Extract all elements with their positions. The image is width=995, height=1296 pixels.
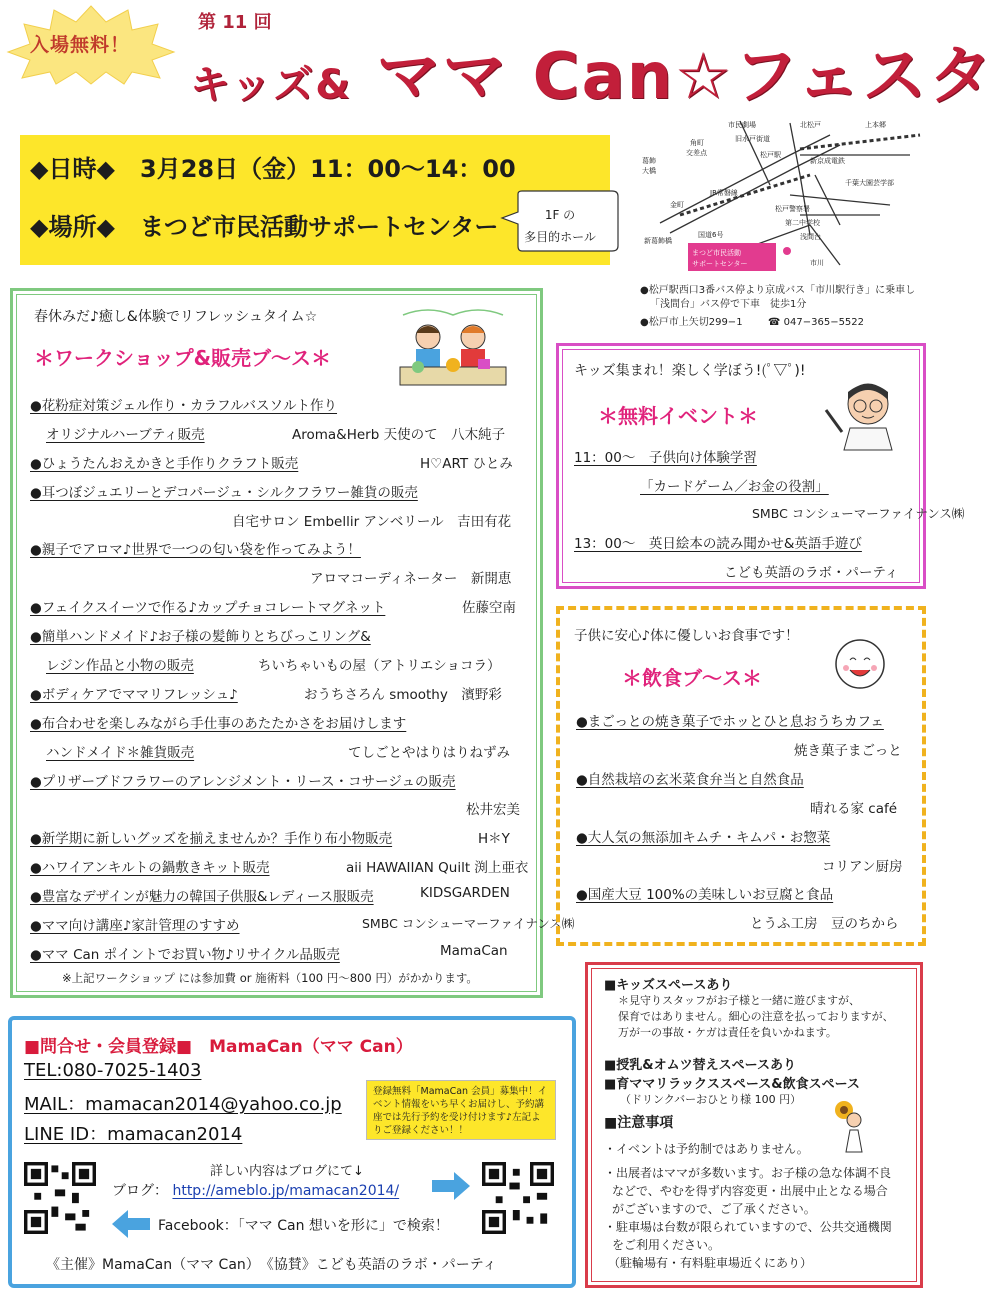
notice-2b: などで、やむを得ず内容変更・出展中止となる場合: [612, 1184, 888, 1198]
workshop-vendor-5: 佐藤空南: [462, 600, 516, 616]
food-intro: 子供に安心♪体に優しいお食事です！: [574, 628, 799, 644]
workshop-vendor-7: おうちさろん smoothy 濱野彩: [304, 687, 502, 703]
kids-space-note-1: ＊見守りスタッフがお子様と一緒に遊びますが、: [618, 994, 860, 1007]
food-heading: ＊飲食ブ〜ス＊: [622, 666, 762, 690]
food-vendor-2: 晴れる家 café: [810, 801, 898, 817]
workshop-item-3: ●耳つぼジュエリーとデコパージュ・シルクフラワー雑貨の販売: [30, 485, 418, 501]
map-label-kado: 角町: [690, 139, 704, 147]
place-value: まつど市民活動サポートセンター: [140, 213, 499, 241]
place-line: [30, 207, 498, 242]
workshop-item-4: ●親子でアロマ♪世界で一つの匂い袋を作ってみよう！: [30, 542, 361, 558]
kids-intro: キッズ集まれ！楽しく学ぼう!(ﾟ▽ﾟ)!: [574, 363, 806, 379]
workshop-vendor-3: 自宅サロン Embellir アンベリール 吉田有花: [232, 514, 512, 530]
map-label-matsudo-station: 松戸駅: [760, 151, 781, 159]
contact-tel[interactable]: TEL:080-7025-1403: [24, 1060, 202, 1081]
workshop-vendor-2: H♡ART ひとみ: [420, 456, 513, 472]
notice-1: ・イベントは予約制ではありません。: [604, 1142, 809, 1156]
member-registration-note: 登録無料「MamaCan 会員」募集中！イベント情報をいち早くお届けし、予約講座では先行予約を受け付けます♪左記よりご登録ください！！: [366, 1080, 556, 1140]
workshop-item-11: ●ハワイアンキルトの鍋敷きキット販売: [30, 860, 270, 876]
workshop-item-13: ●ママ向け講座♪家計管理のすすめ: [30, 918, 240, 934]
food-vendor-4: とうふ工房 豆のちから: [750, 916, 899, 932]
food-vendor-3: コリアン厨房: [822, 859, 903, 875]
workshop-item-6: ●簡単ハンドメイド♪お子様の髪飾りとちびっこリング&: [30, 629, 371, 645]
workshop-footnote: ※上記ワークショップ には参加費 or 施術料（100 円〜800 円）がかかります。: [62, 971, 478, 985]
access-note-2: 「浅間台」バス停で下車 徒歩1分: [650, 299, 807, 310]
kids-cooking-illustration: [398, 305, 508, 390]
title-part2: ママ Can☆フェスタ: [376, 40, 995, 114]
map-label-crossing: 交差点: [686, 149, 707, 157]
kids-event-title-1: 「カードゲーム／お金の役割」: [640, 479, 829, 495]
food-item-3: ●大人気の無添加キムチ・キムパ・お惣菜: [576, 830, 831, 846]
kids-event-vendor-1: SMBC コンシューマーファイナンス㈱: [752, 506, 965, 521]
notice-3b: をご利用ください。: [612, 1238, 721, 1252]
place-label: ◆場所◆: [30, 213, 115, 241]
map-label-bridge: 新葛飾橋: [644, 237, 672, 245]
workshop-item-14: ●ママ Can ポイントでお買い物♪リサイクル品販売: [30, 947, 340, 963]
notice-2a: ・出展者はママが多数います。お子様の急な体調不良: [604, 1166, 892, 1180]
notice-3a: ・駐車場は台数が限られていますので、公共交通機関: [604, 1220, 892, 1234]
food-item-4: ●国産大豆 100%の美味しいお豆腐と食品: [576, 887, 834, 903]
relax-space: ■育ママリラックススペース&飲食スペース: [604, 1077, 860, 1092]
room-line1: 1F の: [544, 208, 576, 222]
workshop-item-9: ●プリザーブドフラワーのアレンジメント・リース・コサージュの販売: [30, 774, 456, 790]
address: ●松戸市上矢切299−1: [640, 317, 743, 328]
contact-line-id[interactable]: LINE ID：mamacan2014: [24, 1124, 243, 1145]
kids-event-vendor-2: こども英語のラボ・パーティ: [724, 565, 899, 581]
map-label-mito: 旧水戸街道: [735, 135, 770, 143]
food-item-1: ●まごっとの焼き菓子でホッとひと息おうちカフェ: [576, 714, 884, 730]
map-label-ohashi: 大橋: [642, 167, 656, 175]
notice-2c: がございますので、ご了承ください。: [612, 1202, 816, 1216]
map-label-chiba-univ: 千葉大園芸学部: [845, 179, 894, 187]
map-label-center2: サポートセンター: [692, 260, 748, 268]
access-note-1: ●松戸駅西口3番バス停より京成バス「市川駅行き」に乗車し: [640, 285, 916, 296]
arrow-left-icon: [110, 1208, 152, 1240]
kids-space-note-2: 保育ではありません。細心の注意を払っておりますが、: [618, 1010, 894, 1023]
workshop-vendor-14: MamaCan: [440, 943, 508, 959]
date-line: [30, 149, 516, 184]
contact-mail[interactable]: MAIL：mamacan2014@yahoo.co.jp: [24, 1094, 342, 1115]
workshop-vendor-9: 松井宏美: [466, 802, 520, 818]
nursing-space: ■授乳&オムツ替えスペースあり: [604, 1058, 796, 1073]
workshop-item-2: ●ひょうたんおえかきと手作りクラフト販売: [30, 456, 299, 472]
kids-event-time-2: 13：00〜 英日絵本の読み聞かせ&英語手遊び: [574, 536, 862, 552]
workshop-item-1: ●花粉症対策ジェル作り・カラフルバスソルト作り: [30, 398, 338, 414]
blog-intro: 詳しい内容はブログにて↓: [210, 1164, 364, 1179]
workshop-item-7: ●ボディケアでママリフレッシュ♪: [30, 687, 238, 703]
notice-title: ■注意事項: [604, 1115, 674, 1131]
map-label-kitamatsudo: 北松戸: [800, 121, 821, 129]
map-label-jr: JR常磐線: [710, 189, 738, 197]
map-label-route6: 国道6号: [698, 231, 724, 239]
drink-bar-note: （ドリンクバーおひとり様 100 円）: [620, 1093, 802, 1106]
workshop-vendor-8: てしごとやはりはりねずみ: [348, 745, 510, 761]
room-line2: 多目的ホール: [524, 230, 596, 244]
blog-qr-code[interactable]: [482, 1162, 554, 1234]
edition-label: 第 11 回: [198, 12, 272, 33]
title-part1: キッズ&: [190, 62, 353, 108]
food-vendor-1: 焼き菓子まごっと: [794, 743, 902, 759]
room-info: [510, 204, 610, 248]
map-label-ichikawa: 市川: [810, 259, 824, 267]
workshop-vendor-13: SMBC コンシューマーファイナンス㈱: [362, 916, 575, 931]
workshop-item-10: ●新学期に新しいグッズを揃えませんか？手作り布小物販売: [30, 831, 393, 847]
workshop-heading: ＊ワークショップ&販売ブ〜ス＊: [34, 346, 332, 370]
workshop-vendor-1: Aroma&Herb 天使のて 八木純子: [292, 427, 506, 443]
workshop-item-6-sub: レジン作品と小物の販売: [46, 658, 194, 674]
workshop-vendor-11: aii HAWAIIAN Quilt 渕上亜衣: [346, 860, 529, 876]
arrow-right-icon: [430, 1170, 472, 1202]
workshop-vendor-6: ちいちゃいもの屋（アトリエショコラ）: [258, 658, 501, 674]
page-title: [190, 25, 995, 117]
workshop-vendor-4: アロマコーディネーター 新開恵: [310, 571, 512, 587]
venue-tel: ☎ 047−365−5522: [768, 317, 865, 328]
access-map: [640, 115, 925, 277]
kids-space-title: ■キッズスペースあり: [604, 978, 733, 993]
map-label-shinkeisei: 新京成電鉄: [810, 157, 845, 165]
facebook-qr-code[interactable]: [24, 1162, 96, 1234]
kids-space-note-3: 万が一の事故・ケガは責任を負いかねます。: [618, 1026, 837, 1039]
teacher-illustration: [820, 380, 906, 450]
map-label-kamihongo: 上本郷: [865, 121, 886, 129]
food-item-2: ●自然栽培の玄米菜食弁当と自然食品: [576, 772, 804, 788]
map-label-theater: 市民劇場: [728, 121, 756, 129]
blog-line: [112, 1180, 399, 1200]
kids-heading: ＊無料イベント＊: [598, 404, 758, 428]
contact-title: ■問合せ・会員登録■ MamaCan（ママ Can）: [24, 1037, 413, 1057]
map-label-center1: まつど市民活動: [692, 249, 741, 257]
map-label-sengendai: 浅間台: [800, 233, 821, 241]
workshop-item-8-sub: ハンドメイド＊雑貨販売: [46, 745, 195, 761]
workshop-item-12: ●豊富なデザインが魅力の韓国子供服&レディース服販売: [30, 889, 374, 905]
workshop-item-1-sub: オリジナルハーブティ販売: [46, 427, 205, 443]
map-label-police: 松戸警察署: [775, 205, 810, 213]
workshop-item-8: ●布合わせを楽しみながら手仕事のあたたかさをお届けします: [30, 716, 407, 732]
blog-link[interactable]: http://ameblo.jp/mamacan2014/: [172, 1183, 400, 1199]
map-label-school: 第二中学校: [785, 219, 820, 227]
workshop-vendor-10: H＊Y: [478, 831, 510, 847]
blog-label: ブログ：: [112, 1183, 168, 1199]
sunflower-girl-illustration: [830, 1098, 870, 1154]
smiley-mascot-illustration: [832, 636, 892, 696]
workshop-item-5: ●フェイクスイーツで作る♪カップチョコレートマグネット: [30, 600, 386, 616]
date-value: 3月28日（金）11：00〜14：00: [140, 155, 516, 183]
workshop-intro: 春休みだ♪癒し&体験でリフレッシュタイム☆: [34, 309, 318, 325]
access-note: [640, 284, 915, 330]
map-label-katsushika: 葛飾: [642, 157, 656, 165]
facebook-search: Facebook：「ママ Can 想いを形に」で検索！: [158, 1218, 449, 1234]
organizer-line: 《主催》MamaCan（ママ Can） 《協賛》こども英語のラボ・パーティ: [46, 1257, 497, 1273]
map-label-kanamachi: 金町: [670, 201, 684, 209]
free-admission-badge: 入場無料！: [30, 34, 131, 56]
kids-event-time-1: 11：00〜 子供向け体験学習: [574, 450, 757, 466]
notice-3c: （駐輪場有・有料駐車場近くにあり）: [608, 1256, 813, 1270]
date-label: ◆日時◆: [30, 155, 115, 183]
workshop-vendor-12: KIDSGARDEN: [420, 885, 510, 901]
address-line: [640, 316, 915, 330]
